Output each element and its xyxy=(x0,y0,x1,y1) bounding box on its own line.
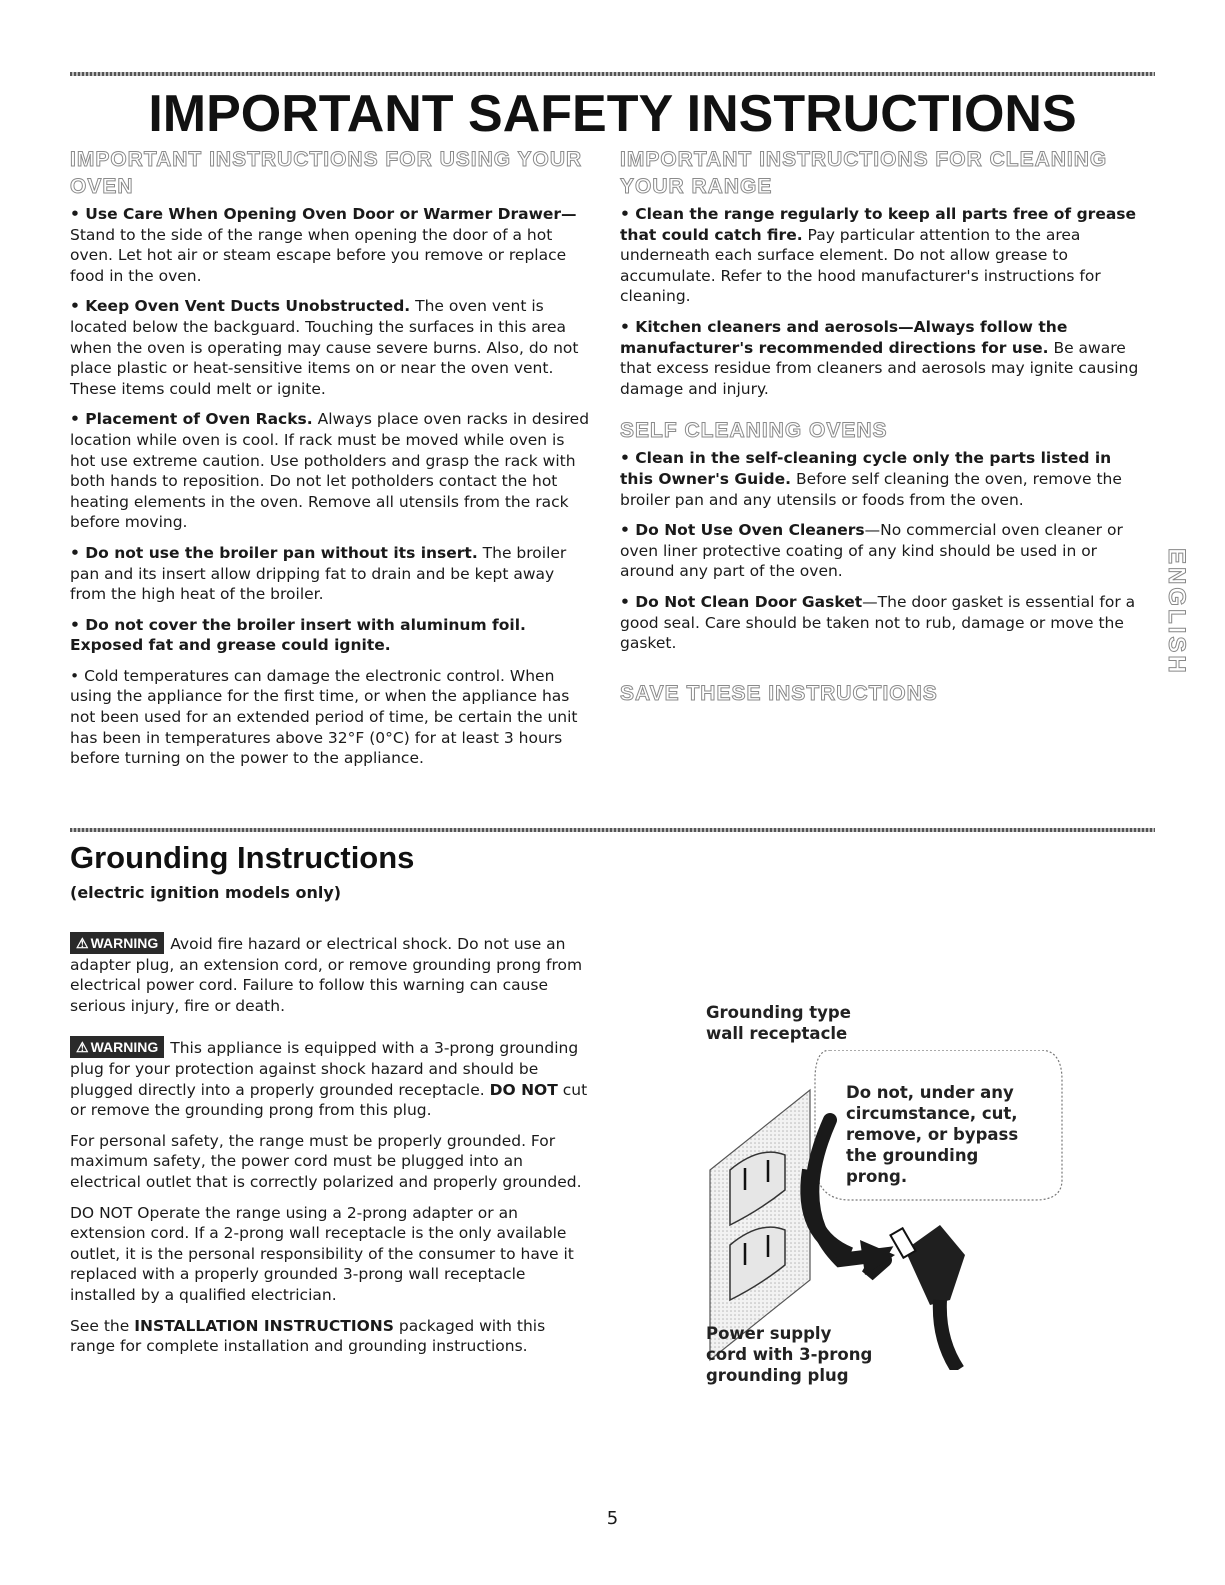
grounding-subtitle: (electric ignition models only) xyxy=(70,883,342,902)
warning-paragraph: ⚠ WARNING This appliance is equipped with a 3-prong grounding plug for your protection against shock hazard and should be plugged directly into a properly grounded receptacle. DO NOT cut or remove the grounding prong from this plug. xyxy=(70,1036,590,1120)
left-column xyxy=(70,146,590,779)
page-number: 5 xyxy=(606,1508,619,1529)
language-side-tab: ENGLISH xyxy=(1163,548,1190,676)
left-item: • Keep Oven Vent Ducts Unobstructed. The oven vent is located below the backguard. Touching the surfaces in this area when the oven is operating may cause severe burns. Also, do not place plastic or heat-sensitive items on or near the oven vent. These items could melt or ignite. xyxy=(70,297,579,398)
left-item: • Placement of Oven Racks. Always place oven racks in desired location while oven is cool. If rack must be moved while oven is hot use extreme caution. Use potholders and grasp the rack with both hands to reposition. Do not let potholders contact the hot heating elements in the oven. Remove all utensils from the rack before moving. xyxy=(70,410,590,532)
middle-divider xyxy=(70,828,1155,832)
warning-badge: ⚠ WARNING xyxy=(70,932,164,954)
save-instructions-heading: SAVE THESE INSTRUCTIONS xyxy=(620,681,938,705)
warning-paragraph: ⚠ WARNING Avoid fire hazard or electrical shock. Do not use an adapter plug, an extension cord, or remove grounding prong from electrical power cord. Failure to follow this warning can cause serious injury, fire or death. xyxy=(70,932,590,1016)
left-section-heading: IMPORTANT INSTRUCTIONS FOR USING YOUR OVEN xyxy=(70,148,583,198)
right-item: • Clean the range regularly to keep all parts free of grease that could catch fire. Pay particular attention to the area underneath each surface element. Do not allow grease to accumulate. Refer to the hood manufacturer's instructions for cleaning. xyxy=(620,205,1137,306)
right-item: • Kitchen cleaners and aerosols—Always follow the manufacturer's recommended directions for use. Be aware that excess residue from cleaners and aerosols may ignite causing damage and injury. xyxy=(620,317,1139,398)
self-cleaning-heading: SELF CLEANING OVENS xyxy=(620,419,888,443)
left-item: • Cold temperatures can damage the electronic control. When using the appliance for the first time, or when the appliance has not been used for an extended period of time, be certain the unit has been in temperatures above 32°F (0°C) for at least 3 hours before turning on the power to the appliance. xyxy=(70,666,578,768)
wall-plate xyxy=(710,1090,810,1360)
right-section-heading: IMPORTANT INSTRUCTIONS FOR CLEANING YOUR RANGE xyxy=(620,148,1108,198)
left-item: • Do not cover the broiler insert with aluminum foil. Exposed fat and grease could ignite. xyxy=(70,615,526,655)
page-title: IMPORTANT SAFETY INSTRUCTIONS xyxy=(148,85,1077,143)
cord-label: Power supply cord with 3-prong grounding plug xyxy=(706,1324,873,1385)
callout-text: Do not, under any circumstance, cut, remove, or bypass the grounding prong. xyxy=(846,1083,1019,1186)
warning-badge: ⚠ WARNING xyxy=(70,1036,164,1058)
right-column xyxy=(620,146,1145,711)
right-item: • Do Not Use Oven Cleaners—No commercial oven cleaner or oven liner protective coating of any kind should be used in or around any part of the oven. xyxy=(620,521,1123,581)
body-paragraph: DO NOT Operate the range using a 2-prong adapter or an extension cord. If a 2-prong wall receptacle is the only available outlet, it is the personal responsibility of the consumer to have it replaced with a properly grounded 3-prong wall receptacle installed by a qualified electrician. xyxy=(70,1203,574,1304)
grounding-text xyxy=(70,932,590,1367)
right-item: • Do Not Clean Door Gasket—The door gasket is essential for a good seal. Care should be taken not to rub, damage or move the gasket. xyxy=(620,592,1136,653)
grounding-title: Grounding Instructions xyxy=(70,840,415,875)
body-paragraph: For personal safety, the range must be properly grounded. For maximum safety, the power cord must be plugged into an electrical outlet that is correctly polarized and properly grounded. xyxy=(70,1131,582,1191)
warning-triangle-icon: ⚠ xyxy=(76,1039,89,1056)
left-item: • Use Care When Opening Oven Door or Warmer Drawer— Stand to the side of the range when opening the door of a hot oven. Let hot air or steam escape before you remove or replace food in the oven. xyxy=(70,205,577,285)
top-divider xyxy=(70,72,1155,76)
body-paragraph: See the INSTALLATION INSTRUCTIONS packaged with this range for complete installation and grounding instructions. xyxy=(70,1316,546,1356)
power-cord xyxy=(940,1300,958,1370)
left-item: • Do not use the broiler pan without its insert. The broiler pan and its insert allow dripping fat to drain and be kept away from the high heat of the broiler. xyxy=(70,543,567,604)
right-item: • Clean in the self-cleaning cycle only the parts listed in this Owner's Guide. Before self cleaning the oven, remove the broiler pan and any utensils or foods from the oven. xyxy=(620,449,1122,509)
plug xyxy=(905,1225,965,1305)
warning-triangle-icon: ⚠ xyxy=(76,935,89,951)
receptacle-label: Grounding type wall receptacle xyxy=(706,1003,851,1043)
